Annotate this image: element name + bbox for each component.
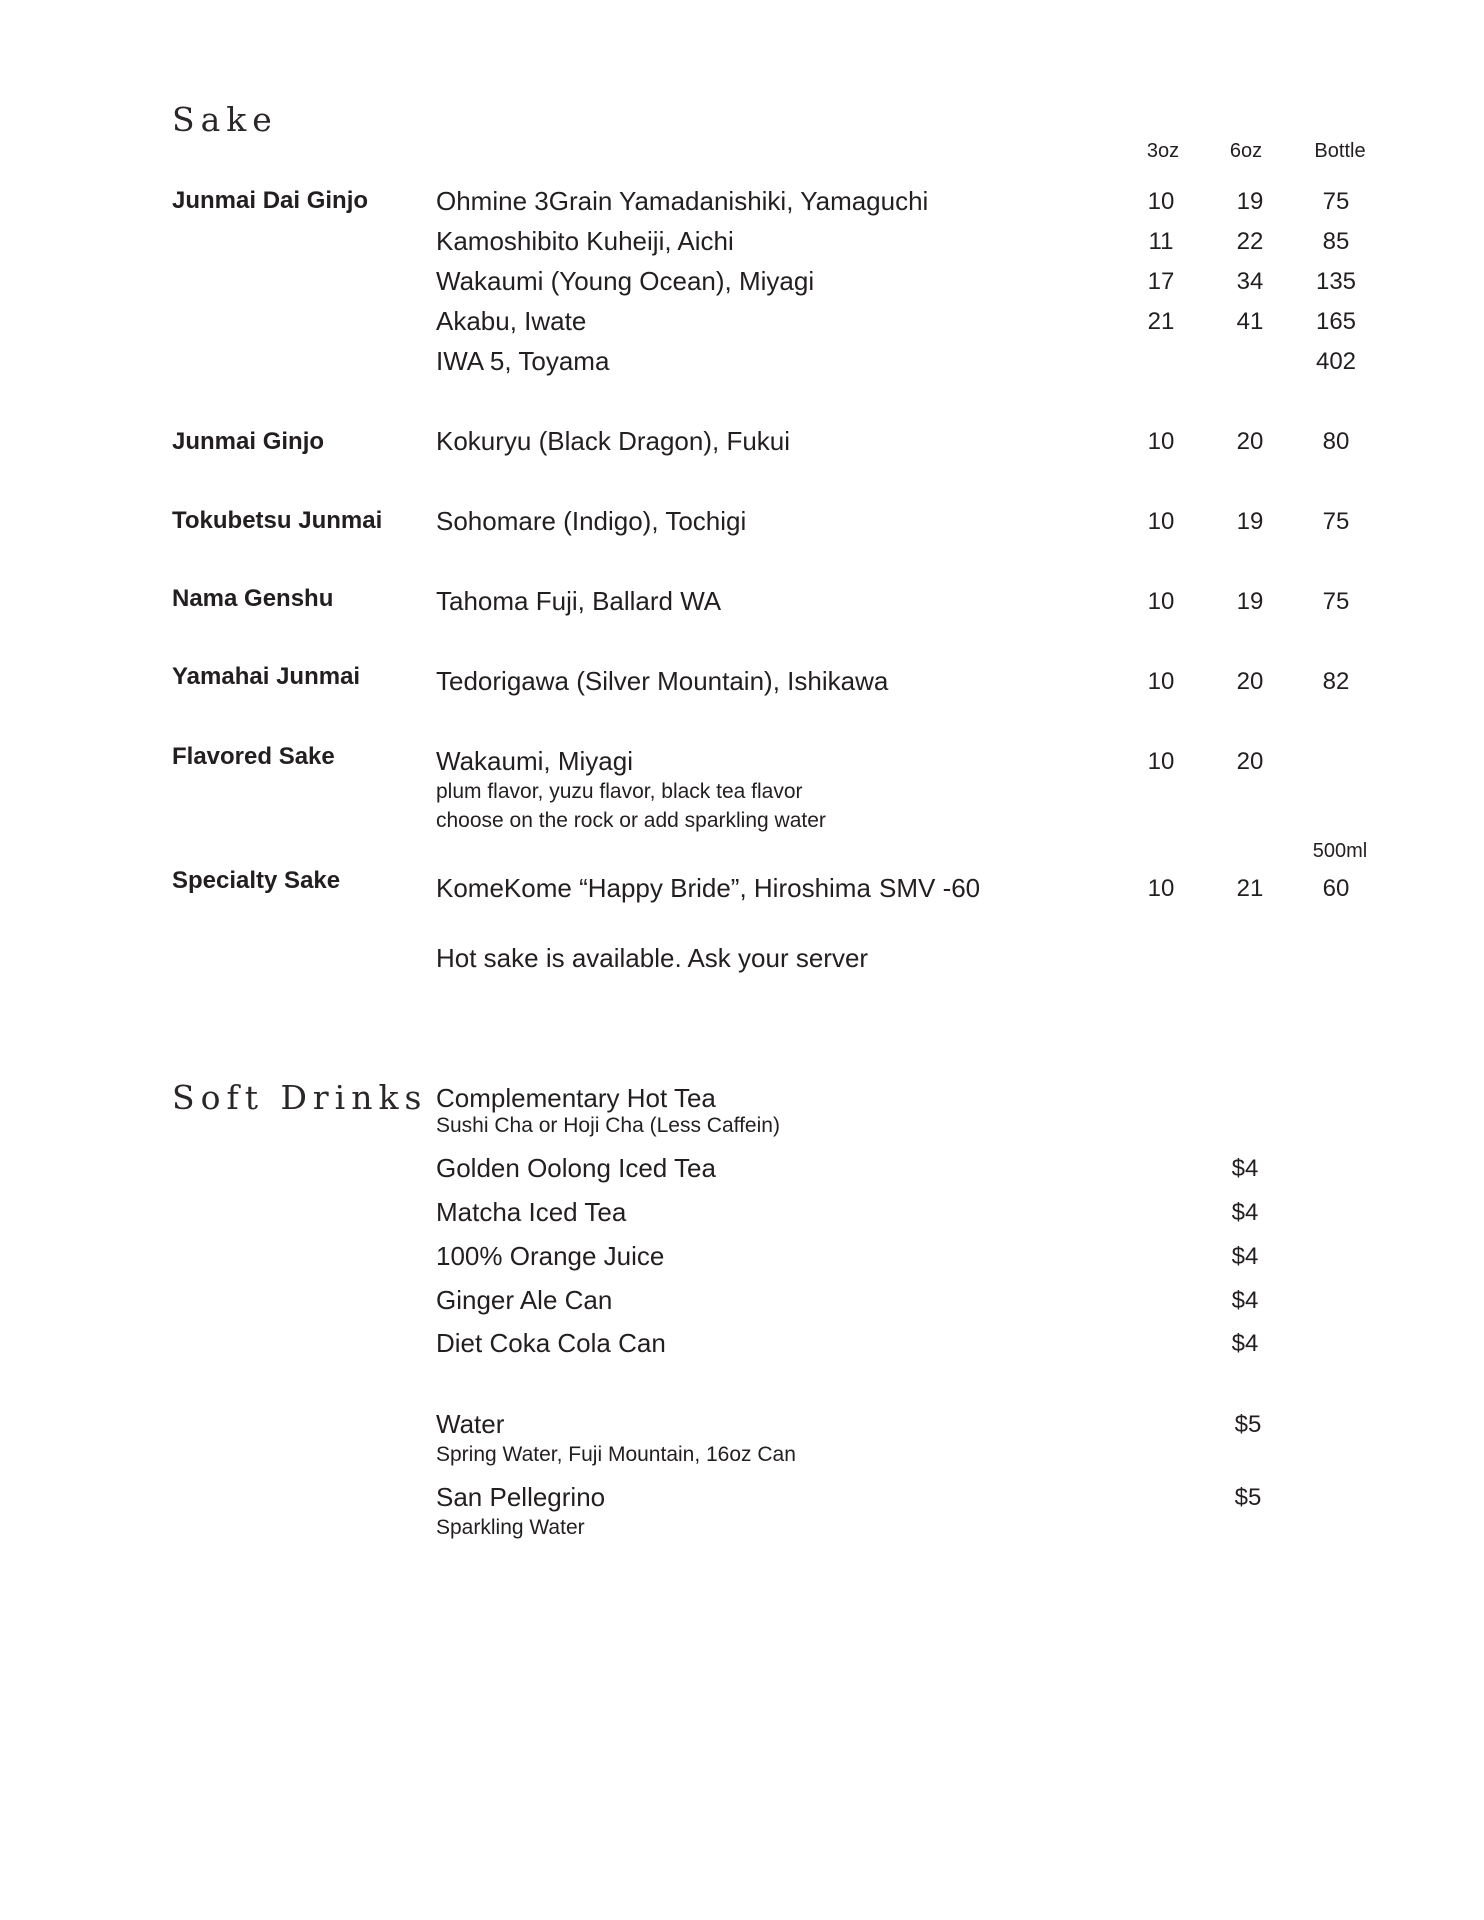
price-3oz: 10 — [1147, 428, 1175, 455]
drink-item-price: $4 — [1231, 1199, 1259, 1226]
price-3oz: 10 — [1147, 748, 1175, 775]
drink-item-description: Spring Water, Fuji Mountain, 16oz Can — [436, 1443, 796, 1466]
price-3oz: 11 — [1148, 228, 1174, 255]
drink-item-name: Complementary Hot Tea — [436, 1083, 716, 1113]
drink-item-price: $5 — [1234, 1484, 1262, 1511]
drink-item-name: San Pellegrino — [436, 1482, 606, 1512]
drink-item-description: Sushi Cha or Hoji Cha (Less Caffein) — [436, 1114, 780, 1137]
price-6oz: 20 — [1236, 748, 1264, 775]
price-6oz: 19 — [1236, 188, 1264, 215]
sake-section-title: Sake — [172, 100, 278, 139]
bottle-size-note: 500ml — [1312, 840, 1368, 862]
price-6oz: 20 — [1236, 668, 1264, 695]
drink-item-price: $4 — [1231, 1287, 1259, 1314]
price-3oz: 10 — [1147, 588, 1175, 615]
price-3oz: 10 — [1147, 508, 1175, 535]
sake-item-name: Tedorigawa (Silver Mountain), Ishikawa — [436, 666, 889, 696]
price-6oz: 34 — [1236, 268, 1264, 295]
price-bottle: 75 — [1322, 508, 1350, 535]
price-bottle: 135 — [1315, 268, 1357, 295]
price-6oz: 21 — [1236, 875, 1264, 902]
price-bottle: 165 — [1315, 308, 1357, 335]
sake-item-note: plum flavor, yuzu flavor, black tea flavor — [436, 780, 803, 803]
price-3oz: 21 — [1147, 308, 1175, 335]
price-6oz: 41 — [1236, 308, 1264, 335]
price-3oz: 10 — [1147, 188, 1175, 215]
sake-item-name: Kokuryu (Black Dragon), Fukui — [436, 426, 791, 456]
price-bottle: 402 — [1315, 348, 1357, 375]
price-3oz: 10 — [1147, 875, 1175, 902]
sake-item-name: Sohomare (Indigo), Tochigi — [436, 506, 747, 536]
price-6oz: 20 — [1236, 428, 1264, 455]
price-bottle: 80 — [1322, 428, 1350, 455]
sake-item-name: Wakaumi, Miyagi — [436, 746, 633, 776]
category-junmai-dai-ginjo: Junmai Dai Ginjo — [172, 187, 369, 214]
price-6oz: 22 — [1236, 228, 1264, 255]
sake-item-smv: SMV -60 — [879, 873, 981, 903]
drink-item-name: Matcha Iced Tea — [436, 1197, 627, 1227]
sake-item-name: Tahoma Fuji, Ballard WA — [436, 586, 722, 616]
column-header-3oz: 3oz — [1146, 140, 1180, 162]
sake-item-name: Kamoshibito Kuheiji, Aichi — [436, 226, 734, 256]
price-bottle: 85 — [1322, 228, 1350, 255]
drink-item-name: 100% Orange Juice — [436, 1241, 665, 1271]
drink-item-name: Golden Oolong Iced Tea — [436, 1153, 716, 1183]
sake-item-name: IWA 5, Toyama — [436, 346, 610, 376]
price-bottle: 60 — [1322, 875, 1350, 902]
column-header-bottle: Bottle — [1314, 140, 1366, 162]
drink-item-price: $4 — [1231, 1330, 1259, 1357]
price-6oz: 19 — [1236, 588, 1264, 615]
price-bottle: 75 — [1322, 588, 1350, 615]
price-bottle: 82 — [1322, 668, 1350, 695]
sake-item-name: Wakaumi (Young Ocean), Miyagi — [436, 266, 815, 296]
category-flavored-sake: Flavored Sake — [172, 743, 335, 770]
price-bottle: 75 — [1322, 188, 1350, 215]
price-6oz: 19 — [1236, 508, 1264, 535]
drink-item-name: Water — [436, 1409, 505, 1439]
price-3oz: 17 — [1147, 268, 1175, 295]
column-header-6oz: 6oz — [1229, 140, 1263, 162]
soft-drinks-section-title: Soft Drinks — [172, 1078, 428, 1117]
drink-item-price: $5 — [1234, 1411, 1262, 1438]
drink-item-name: Diet Coka Cola Can — [436, 1328, 666, 1358]
category-tokubetsu-junmai: Tokubetsu Junmai — [172, 507, 383, 534]
hot-sake-note: Hot sake is available. Ask your server — [436, 943, 869, 973]
category-yamahai-junmai: Yamahai Junmai — [172, 663, 361, 690]
sake-item-name: KomeKome “Happy Bride”, Hiroshima — [436, 873, 871, 903]
drink-item-price: $4 — [1231, 1243, 1259, 1270]
category-nama-genshu: Nama Genshu — [172, 585, 334, 612]
drink-item-price: $4 — [1231, 1155, 1259, 1182]
sake-item-name: Ohmine 3Grain Yamadanishiki, Yamaguchi — [436, 186, 929, 216]
category-specialty-sake: Specialty Sake — [172, 867, 341, 894]
sake-item-note: choose on the rock or add sparkling water — [436, 809, 826, 832]
price-3oz: 10 — [1147, 668, 1175, 695]
category-junmai-ginjo: Junmai Ginjo — [172, 428, 325, 455]
drink-item-name: Ginger Ale Can — [436, 1285, 613, 1315]
sake-item-name: Akabu, Iwate — [436, 306, 587, 336]
drink-item-description: Sparkling Water — [436, 1516, 585, 1539]
